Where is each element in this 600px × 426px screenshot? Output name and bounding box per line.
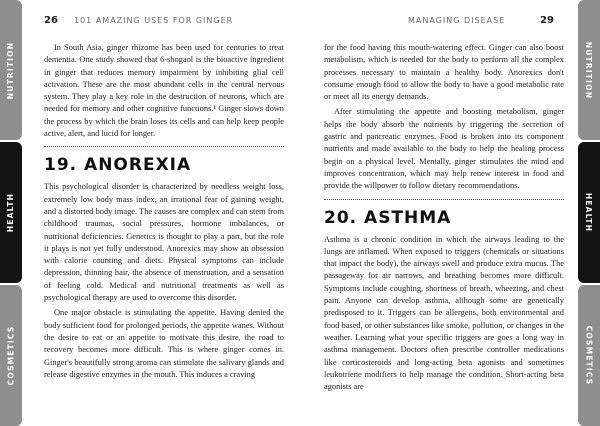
tab-label: NUTRITION xyxy=(6,41,16,99)
tab-label: COSMETICS xyxy=(584,325,594,386)
left-running-head: 101 AMAZING USES FOR GINGER xyxy=(74,16,234,25)
anorexia-continued-paragraph: for the food having this mouth-watering effect. Ginger can also boost metabolism, which is needed for the body to perform all the complex processes necessary to maintain a healthy body. Anorexics don't consume enough food to allow the body to have a good metabolic rate or meet all its energy demands. xyxy=(324,43,564,102)
tab-cosmetics-left xyxy=(0,285,22,426)
tab-health-left xyxy=(0,142,22,283)
tab-label: NUTRITION xyxy=(584,41,594,99)
right-section-tabs xyxy=(578,0,600,426)
anorexia-paragraph-3: After stimulating the appetite and boosting metabolism, ginger helps the body absorb the nutrients by triggering the secretion of gastric and pancreatic enzymes. Food is broken into its component nutrients and made available to the body to help the healing process begin on a physical level. Mentally, ginger stimulates the mind and improves concentration, which may help renew interest in food and provide the willpower to follow dietary recommendations. xyxy=(324,107,564,191)
anorexia-paragraph-1: This psychological disorder is characterized by needless weight loss, extremely low body mass index, an irrational fear of gaining weight, and a distorted body image. The causes are complex and can stem from childhood traumas, social pressures, hormone imbalances, or nutritional deficiencies. Genetics is thought to play a part, but the role it plays is not yet fully understood. Anorexics may show an obsession with calorie counting and diets. Physical symptoms can include depression, thinning hair, the absence of menstruation, and a sensation of feeling cold. Medical and nutritional treatments as well as psychological therapy are used to overcome this disorder. xyxy=(44,182,284,303)
left-section-tabs xyxy=(0,0,22,426)
left-page-body xyxy=(44,42,284,384)
right-page-body xyxy=(324,42,564,396)
intro-paragraph: In South Asia, ginger rhizome has been used for centuries to treat dementia. One study showed that 6-shogaol is the bioactive ingredient in ginger that reduces memory impairment by inhibiting glial cell activation. These are the most abundant cells in the central nervous system. They play a key role in the destruction of neurons, which are needed for memory and other cognitive functions.¹ Ginger slows down the process by which the brain loses its cells and can help keep people active, alert, and lucid for longer. xyxy=(44,43,284,139)
section-divider xyxy=(324,199,564,200)
tab-label: HEALTH xyxy=(6,192,16,233)
section-heading-asthma: 20. ASTHMA xyxy=(324,207,452,228)
section-divider xyxy=(44,146,284,147)
right-running-head: MANAGING DISEASE xyxy=(408,16,506,25)
tab-cosmetics-right xyxy=(578,285,600,426)
tab-health-right xyxy=(578,142,600,283)
asthma-paragraph-1: Asthma is a chronic condition in which the airways leading to the lungs are inflamed. When exposed to triggers (chemicals or situations that impact the body), the airways swell and produce extra mucus. The passageway for air narrows, and breathing becomes more difficult. Symptoms include coughing, shortness of breath, wheezing, and chest pain. Anyone can develop asthma, although some are genetically predisposed to it. Triggers can be allergens, both environmental and food based, or other substances like smoke, pollution, or changes in the weather. Learning what your specific triggers are goes a long way in asthma management. Doctors often prescribe controller medications like corticosteroids and long-acting beta agonists and sometimes leukotriene modifiers to help manage the condition. Short-acting beta agonists are xyxy=(324,234,564,392)
tab-nutrition-right xyxy=(578,0,600,140)
left-page-number: 26 xyxy=(44,15,58,26)
tab-nutrition-left xyxy=(0,0,22,140)
tab-label: COSMETICS xyxy=(6,325,16,386)
tab-label: HEALTH xyxy=(584,192,594,233)
right-page-number: 29 xyxy=(540,15,554,26)
anorexia-paragraph-2: One major obstacle is stimulating the appetite. Having denied the body sufficient food for prolonged periods, the appetite wanes. Without the desire to eat or an appetite to motivate this desire, the road to recovery becomes more difficult. This is where ginger comes in. Ginger's beautifully strong aroma can stimulate the salivary glands and release digestive enzymes in the mouth. This induces a craving xyxy=(44,308,284,379)
section-heading-anorexia: 19. ANOREXIA xyxy=(44,155,192,176)
